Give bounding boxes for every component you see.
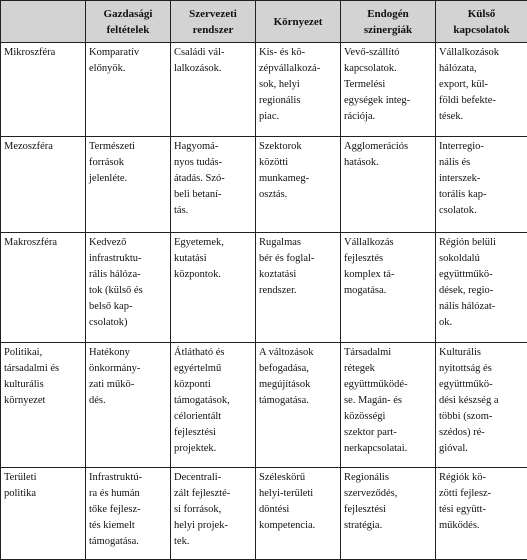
table-cell: Hagyomá- nyos tudás- átadás. Szó- beli betaní- tás.	[171, 137, 256, 233]
table-cell: Kulturális nyitottság és együttműkö- dési készség a többi (szom- szédos) ré- gióval.	[436, 343, 527, 468]
table-cell: Hatékony önkormány- zati műkö- dés.	[86, 343, 171, 468]
table-cell: Komparatív előnyök.	[86, 43, 171, 137]
table-cell: Társadalmi rétegek együttműködé- se. Magán- és közösségi szektor part- nerkapcsolatai.	[341, 343, 436, 468]
table-row	[1, 343, 527, 468]
table-row	[1, 43, 527, 137]
row-label: Makroszféra	[1, 233, 86, 343]
table-row	[1, 137, 527, 233]
table-cell: Vevő-szállító kapcsolatok. Termelési egységek integ- rációja.	[341, 43, 436, 137]
table-cell: Széleskörű helyi-területi döntési kompetencia.	[256, 468, 341, 560]
table-cell: Rugalmas bér és foglal- koztatási rendszer.	[256, 233, 341, 343]
table-cell: Regionális szerveződés, fejlesztési stratégia.	[341, 468, 436, 560]
header-environment: Környezet	[256, 1, 341, 43]
table-cell: Átlátható és egyértelmű központi támogatások, célorientált fejlesztési projektek.	[171, 343, 256, 468]
table-cell: Vállalkozás fejlesztés komplex tá- mogatása.	[341, 233, 436, 343]
table-cell: Kedvező infrastruktu- rális hálóza- tok (külső és belső kap- csolatok)	[86, 233, 171, 343]
header-economic-conditions: Gazdasági feltételek	[86, 1, 171, 43]
header-endogenous-synergies: Endogén szinergiák	[341, 1, 436, 43]
table-row	[1, 468, 527, 560]
row-label: Politikai, társadalmi és kulturális környezet	[1, 343, 86, 468]
table-cell: Kis- és kö- zépvállalkozá- sok, helyi regionális piac.	[256, 43, 341, 137]
header-organizational-system: Szervezeti rendszer	[171, 1, 256, 43]
table-cell: Agglomerációs hatások.	[341, 137, 436, 233]
table-cell: Vállalkozások hálózata, export, kül- földi befekte- tések.	[436, 43, 527, 137]
header-row	[1, 1, 527, 43]
row-label: Területi politika	[1, 468, 86, 560]
row-label: Mikroszféra	[1, 43, 86, 137]
table-cell: Természeti források jelenléte.	[86, 137, 171, 233]
table-cell: Decentrali- zált fejleszté- si források, helyi projek- tek.	[171, 468, 256, 560]
header-corner	[1, 1, 86, 43]
table-cell: Régiók kö- zötti fejlesz- tési együtt- működés.	[436, 468, 527, 560]
table-cell: Régión belüli sokoldalú együttműkö- dések, regio- nális hálózat- ok.	[436, 233, 527, 343]
row-label: Mezoszféra	[1, 137, 86, 233]
header-external-relations: Külső kapcsolatok	[436, 1, 527, 43]
table-cell: Szektorok közötti munkameg- osztás.	[256, 137, 341, 233]
table-cell: A változások befogadása, megújítások támogatása.	[256, 343, 341, 468]
table-cell: Egyetemek, kutatási központok.	[171, 233, 256, 343]
table-cell: Infrastruktú- ra és humán tőke fejlesz- tés kiemelt támogatása.	[86, 468, 171, 560]
table-row	[1, 233, 527, 343]
table-cell: Családi vál- lalkozások.	[171, 43, 256, 137]
table-cell: Interregio- nális és interszek- torális kap- csolatok.	[436, 137, 527, 233]
